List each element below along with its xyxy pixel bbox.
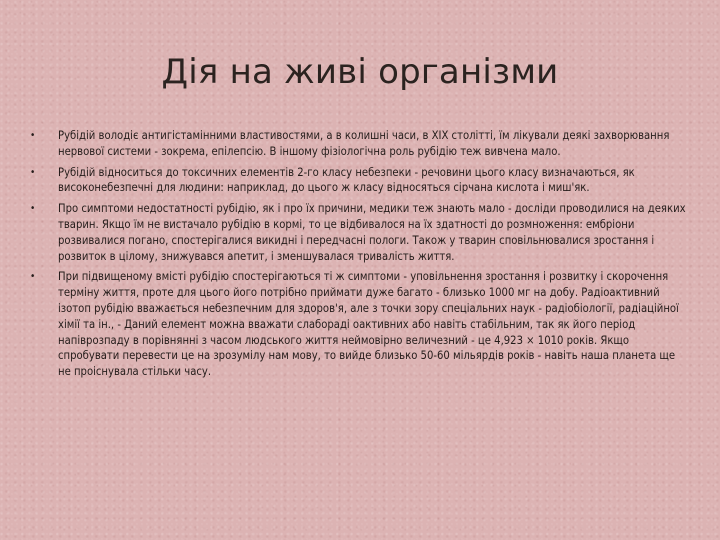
bullet-item xyxy=(30,128,690,160)
bullet-text: При підвищеному вмісті рубідію спостерігаються ті ж симптоми - уповільнення зростання і розвитку і скорочення терміну життя, проте для цього його потрібно приймати дуже багато - близько 1000 мг на добу. Радіоактивний ізотоп рубідію вважається небезпечним для здоров'я, але з точки зору спеціальних наук - радіобіології, радіаційної хімії та ін., - Даний елемент можна вважати слабораді оактивних або навіть стабільним, так як його період напіврозпаду в порівнянні з часом людського життя неймовірно величезний - це 4,923 × 1010 років. Якщо спробувати перевести це на зрозумілу нам мову, то вийде близько 50-60 мільярдів років - навіть наша планета ще не проіснувала стільки часу. xyxy=(58,270,679,379)
bullet-item xyxy=(30,269,690,380)
bullet-text: Про симптоми недостатності рубідію, як і про їх причини, медики теж знають мало - досліди проводилися на деяких тварин. Якщо їм не вистачало рубідію в кормі, то це відбивалося на їх здатності до розмноження: ембріони розвивалися погано, спостерігалися викидні і передчасні пологи. Також у тварин сповільнювалися зростання і розвиток в цілому, знижувався апетит, і зменшувалася тривалість життя. xyxy=(58,202,686,263)
bullet-marker: • xyxy=(30,271,36,283)
bullet-marker: • xyxy=(30,166,36,178)
bullet-marker: • xyxy=(30,130,36,141)
slide-title: Дія на живі організми xyxy=(161,52,559,92)
bullet-item xyxy=(30,165,690,197)
bullet-text: Рубідій відноситься до токсичних елементів 2-го класу небезпеки - речовини цього класу визначаються, як високонебезпечні для людини: наприклад, до цього ж класу відносяться сірчана кислота і миш'як. xyxy=(58,165,635,195)
bullet-text: Рубідій володіє антигістамінними властивостями, а в колишні часи, в XIX столітті, їм лікували деякі захворювання нервової системи - зокрема, епілепсію. В іншому фізіологічна роль рубідію теж вивчена мало. xyxy=(58,129,670,158)
bullet-marker: • xyxy=(30,203,36,215)
bullet-item xyxy=(30,201,690,264)
bullet-list xyxy=(30,128,690,385)
